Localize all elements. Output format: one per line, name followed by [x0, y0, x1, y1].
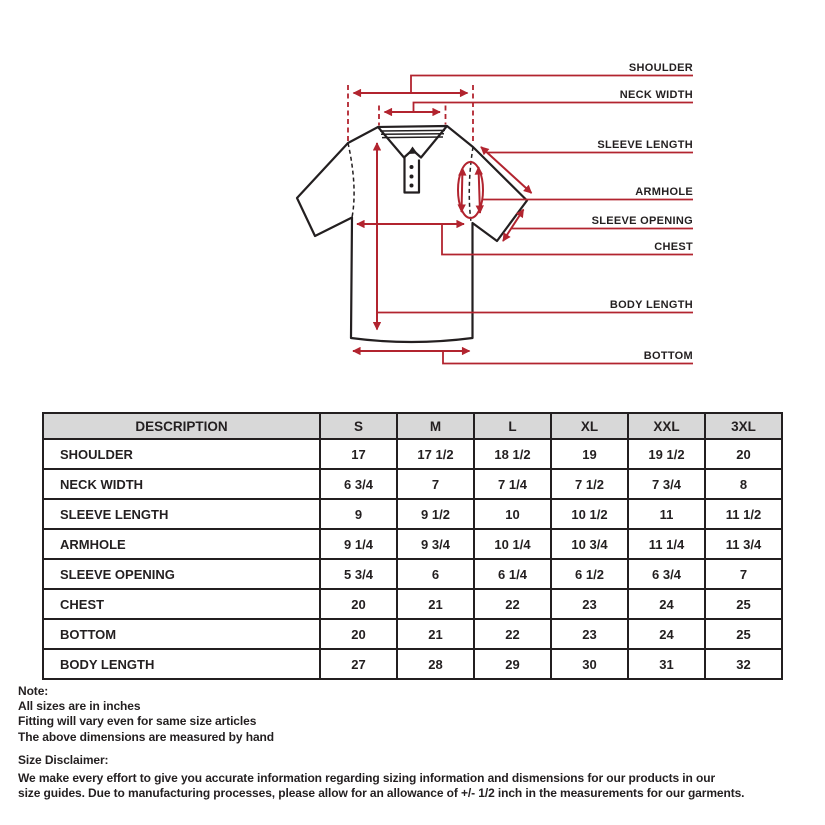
size-value-cell: 8 — [705, 469, 782, 499]
size-value-cell: 31 — [628, 649, 705, 679]
size-value-cell: 9 3/4 — [397, 529, 474, 559]
size-value-cell: 20 — [320, 619, 397, 649]
label-body-length: BODY LENGTH — [609, 299, 693, 311]
size-value-cell: 22 — [474, 619, 551, 649]
table-row — [43, 499, 782, 529]
size-value-cell: 18 1/2 — [474, 439, 551, 469]
size-value-cell: 21 — [397, 619, 474, 649]
size-value-cell: 9 1/4 — [320, 529, 397, 559]
table-row — [43, 649, 782, 679]
size-value-cell: 6 3/4 — [628, 559, 705, 589]
size-value-cell: 6 — [397, 559, 474, 589]
size-value-cell: 10 3/4 — [551, 529, 628, 559]
label-neck-width: NECK WIDTH — [619, 89, 693, 101]
label-armhole: ARMHOLE — [635, 186, 693, 198]
row-label: SLEEVE LENGTH — [43, 499, 320, 529]
size-value-cell: 11 — [628, 499, 705, 529]
disclaimer-title: Size Disclaimer: — [18, 753, 109, 767]
size-value-cell: 20 — [320, 589, 397, 619]
size-table-body — [43, 439, 782, 679]
size-value-cell: 20 — [705, 439, 782, 469]
button — [410, 175, 414, 179]
size-value-cell: 21 — [397, 589, 474, 619]
column-header-3xl: 3XL — [705, 413, 782, 439]
size-value-cell: 6 1/4 — [474, 559, 551, 589]
column-header-description: DESCRIPTION — [43, 413, 320, 439]
column-header-s: S — [320, 413, 397, 439]
label-sleeve-length: SLEEVE LENGTH — [597, 139, 693, 151]
row-label: NECK WIDTH — [43, 469, 320, 499]
size-value-cell: 17 — [320, 439, 397, 469]
notes-line-3: The above dimensions are measured by hand — [18, 729, 274, 744]
button — [410, 165, 414, 169]
disclaimer-line-1: We make every effort to give you accurate information regarding sizing information and dismensions for our products in our — [18, 770, 716, 785]
size-value-cell: 11 1/2 — [705, 499, 782, 529]
size-value-cell: 29 — [474, 649, 551, 679]
size-value-cell: 7 3/4 — [628, 469, 705, 499]
size-value-cell: 25 — [705, 589, 782, 619]
size-value-cell: 27 — [320, 649, 397, 679]
notes-line-1: All sizes are in inches — [18, 699, 141, 714]
size-value-cell: 24 — [628, 619, 705, 649]
column-header-m: M — [397, 413, 474, 439]
table-row — [43, 439, 782, 469]
disclaimer-line-2: size guides. Due to manufacturing processes, please allow for an allowance of +/- 1/2 inch in the measurements for our garments. — [18, 786, 745, 800]
notes-title: Note: — [18, 684, 49, 698]
table-row — [43, 559, 782, 589]
size-value-cell: 7 — [397, 469, 474, 499]
size-value-cell: 19 — [551, 439, 628, 469]
size-value-cell: 30 — [551, 649, 628, 679]
column-header-l: L — [474, 413, 551, 439]
table-row — [43, 619, 782, 649]
row-label: CHEST — [43, 589, 320, 619]
table-header-row — [43, 413, 782, 439]
size-chart-table — [42, 412, 783, 680]
column-header-xl: XL — [551, 413, 628, 439]
row-label: ARMHOLE — [43, 529, 320, 559]
size-value-cell: 7 1/2 — [551, 469, 628, 499]
size-value-cell: 9 — [320, 499, 397, 529]
size-value-cell: 32 — [705, 649, 782, 679]
size-value-cell: 11 3/4 — [705, 529, 782, 559]
label-chest: CHEST — [654, 241, 693, 253]
size-value-cell: 23 — [551, 589, 628, 619]
button — [410, 184, 414, 188]
size-value-cell: 11 1/4 — [628, 529, 705, 559]
polo-shirt-diagram-svg — [0, 0, 825, 400]
column-header-xxl: XXL — [628, 413, 705, 439]
size-value-cell: 22 — [474, 589, 551, 619]
size-value-cell: 7 1/4 — [474, 469, 551, 499]
row-label: SLEEVE OPENING — [43, 559, 320, 589]
label-shoulder: SHOULDER — [628, 62, 693, 74]
table-row — [43, 589, 782, 619]
size-value-cell: 6 1/2 — [551, 559, 628, 589]
table-row — [43, 469, 782, 499]
size-value-cell: 23 — [551, 619, 628, 649]
size-value-cell: 24 — [628, 589, 705, 619]
size-value-cell: 9 1/2 — [397, 499, 474, 529]
size-value-cell: 10 — [474, 499, 551, 529]
row-label: SHOULDER — [43, 439, 320, 469]
size-value-cell: 19 1/2 — [628, 439, 705, 469]
size-value-cell: 28 — [397, 649, 474, 679]
size-value-cell: 10 1/2 — [551, 499, 628, 529]
size-value-cell: 5 3/4 — [320, 559, 397, 589]
size-disclaimer-block — [18, 753, 744, 802]
table-row — [43, 529, 782, 559]
row-label: BODY LENGTH — [43, 649, 320, 679]
label-bottom: BOTTOM — [643, 350, 693, 362]
armhole-arrow-left — [462, 168, 463, 212]
polo-shirt-measurement-diagram — [0, 0, 825, 400]
size-value-cell: 25 — [705, 619, 782, 649]
size-value-cell: 10 1/4 — [474, 529, 551, 559]
size-value-cell: 6 3/4 — [320, 469, 397, 499]
notes-block — [18, 684, 274, 745]
size-value-cell: 17 1/2 — [397, 439, 474, 469]
notes-line-2: Fitting will vary even for same size articles — [18, 714, 257, 729]
size-value-cell: 7 — [705, 559, 782, 589]
label-sleeve-opening: SLEEVE OPENING — [591, 215, 693, 227]
row-label: BOTTOM — [43, 619, 320, 649]
